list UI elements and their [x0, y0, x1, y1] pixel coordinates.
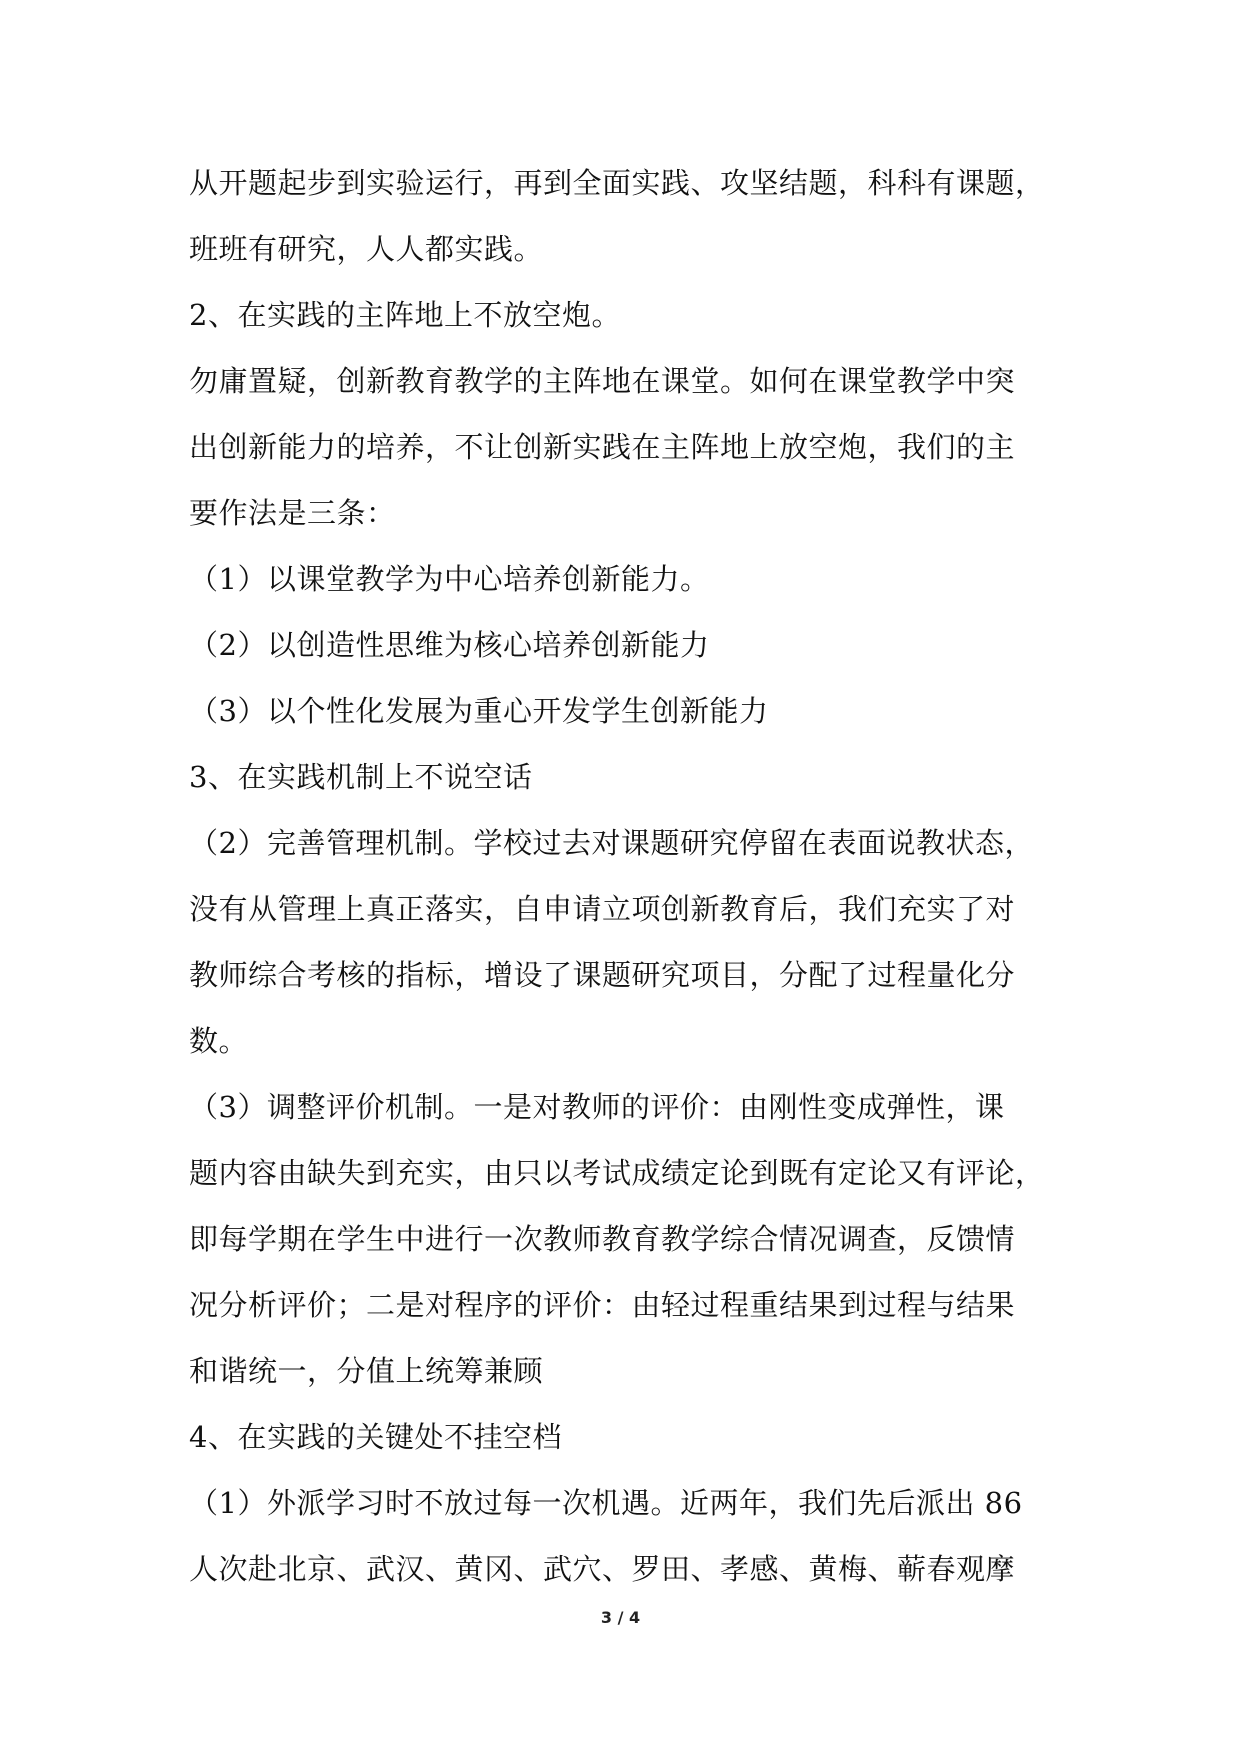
- text-line: （2）完善管理机制。学校过去对课题研究停留在表面说教状态，: [189, 826, 1034, 860]
- list-item: （3）以个性化发展为重心开发学生创新能力: [189, 694, 769, 728]
- list-item: （1）以课堂教学为中心培养创新能力。: [189, 562, 710, 596]
- text-line: 况分析评价；二是对程序的评价：由轻过程重结果到过程与结果: [189, 1288, 1016, 1322]
- text-line: 出创新能力的培养，不让创新实践在主阵地上放空炮，我们的主: [189, 430, 1016, 464]
- text-line: 勿庸置疑，创新教育教学的主阵地在课堂。如何在课堂教学中突: [189, 364, 1016, 398]
- text-line: 和谐统一，分值上统筹兼顾: [189, 1354, 544, 1388]
- section-heading: 3、在实践机制上不说空话: [189, 760, 533, 794]
- section-heading: 4、在实践的关键处不挂空档: [189, 1420, 562, 1454]
- list-item: （2）以创造性思维为核心培养创新能力: [189, 628, 710, 662]
- text-line: 要作法是三条：: [189, 496, 396, 530]
- text-line: 班班有研究，人人都实践。: [189, 232, 544, 266]
- text-line: 没有从管理上真正落实，自申请立项创新教育后，我们充实了对: [189, 892, 1016, 926]
- page-number: 3 / 4: [600, 1608, 641, 1627]
- section-heading: 2、在实践的主阵地上不放空炮。: [189, 298, 621, 332]
- text-line: 即每学期在学生中进行一次教师教育教学综合情况调查，反馈情: [189, 1222, 1016, 1256]
- text-line: （3）调整评价机制。一是对教师的评价：由刚性变成弹性，课: [189, 1090, 1005, 1124]
- text-line: 从开题起步到实验运行，再到全面实践、攻坚结题，科科有课题，: [189, 166, 1045, 200]
- text-line: （1）外派学习时不放过每一次机遇。近两年，我们先后派出 86: [189, 1486, 1023, 1520]
- text-line: 教师综合考核的指标，增设了课题研究项目，分配了过程量化分: [189, 958, 1016, 992]
- text-line: 数。: [189, 1024, 249, 1058]
- text-line: 题内容由缺失到充实，由只以考试成绩定论到既有定论又有评论，: [189, 1156, 1045, 1190]
- text-line: 人次赴北京、武汉、黄冈、武穴、罗田、孝感、黄梅、蕲春观摩: [189, 1552, 1016, 1586]
